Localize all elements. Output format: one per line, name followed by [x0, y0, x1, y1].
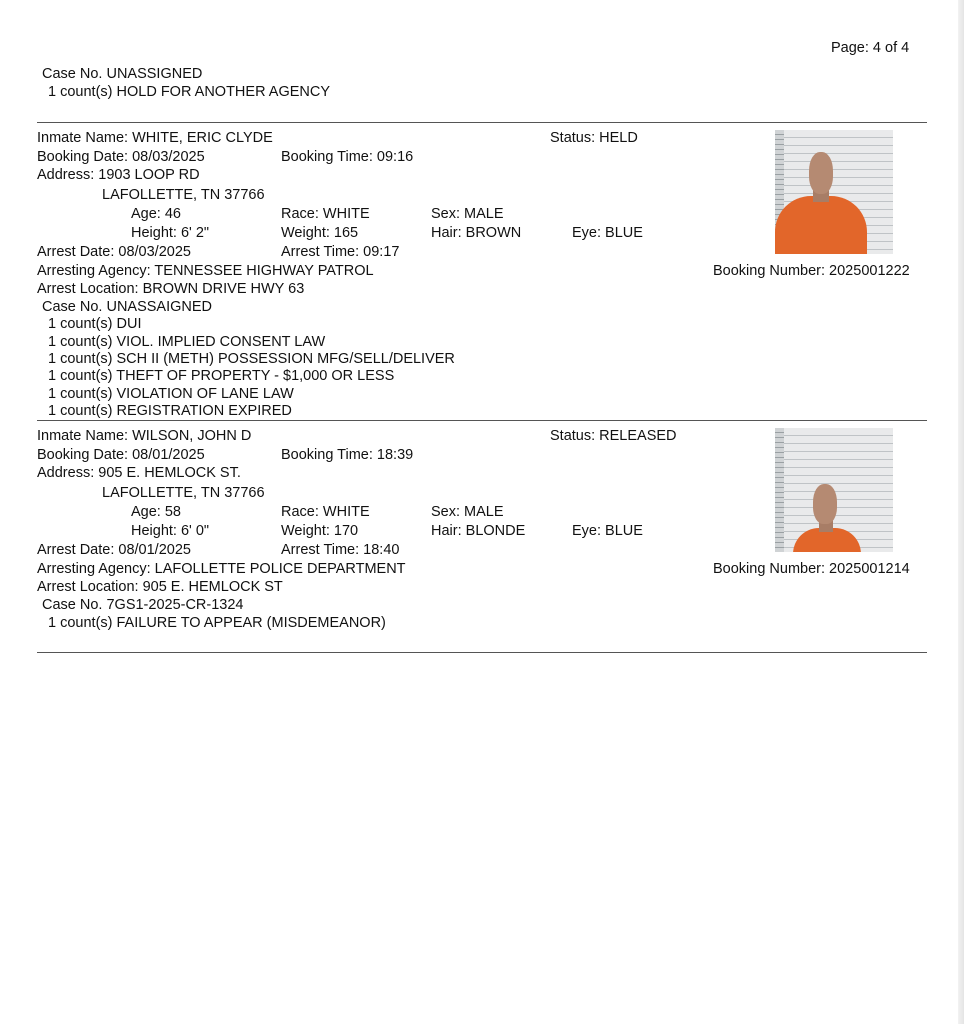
- booking-date: Booking Date: 08/01/2025: [37, 447, 205, 463]
- sex: Sex: MALE: [431, 504, 504, 520]
- age: Age: 46: [131, 206, 181, 222]
- race: Race: WHITE: [281, 206, 370, 222]
- charge-line: 1 count(s) VIOLATION OF LANE LAW: [48, 386, 294, 402]
- age: Age: 58: [131, 504, 181, 520]
- address-street: Address: 1903 LOOP RD: [37, 167, 200, 183]
- booking-time: Booking Time: 18:39: [281, 447, 414, 463]
- case-number: Case No. UNASSAIGNED: [42, 299, 213, 315]
- inmate-status: Status: RELEASED: [550, 428, 677, 444]
- arrest-date: Arrest Date: 08/03/2025: [37, 244, 191, 260]
- arrest-date: Arrest Date: 08/01/2025: [37, 542, 191, 558]
- race: Race: WHITE: [281, 504, 370, 520]
- charge-line: 1 count(s) FAILURE TO APPEAR (MISDEMEANOR): [48, 615, 386, 631]
- mugshot-photo: [775, 130, 893, 254]
- address-street: Address: 905 E. HEMLOCK ST.: [37, 465, 241, 481]
- arrest-time: Arrest Time: 18:40: [281, 542, 400, 558]
- charge-line: 1 count(s) REGISTRATION EXPIRED: [48, 403, 292, 419]
- booking-time: Booking Time: 09:16: [281, 149, 414, 165]
- height: Height: 6' 2": [131, 225, 210, 241]
- booking-date: Booking Date: 08/03/2025: [37, 149, 205, 165]
- eye-color: Eye: BLUE: [572, 523, 643, 539]
- carryover-case-number: Case No. UNASSIGNED: [42, 66, 203, 82]
- inmate-status: Status: HELD: [550, 130, 638, 146]
- charge-line: 1 count(s) DUI: [48, 316, 142, 332]
- address-city: LAFOLLETTE, TN 37766: [102, 485, 265, 501]
- page-edge-shadow: [958, 0, 964, 1024]
- inmate-name: Inmate Name: WILSON, JOHN D: [37, 428, 252, 444]
- arrest-location: Arrest Location: BROWN DRIVE HWY 63: [37, 281, 305, 297]
- arrest-location: Arrest Location: 905 E. HEMLOCK ST: [37, 579, 283, 595]
- record-divider: [37, 122, 927, 123]
- charge-line: 1 count(s) SCH II (METH) POSSESSION MFG/SELL/DELIVER: [48, 351, 455, 367]
- page-number: Page: 4 of 4: [831, 40, 910, 56]
- case-number: Case No. 7GS1-2025-CR-1324: [42, 597, 244, 613]
- inmate-name: Inmate Name: WHITE, ERIC CLYDE: [37, 130, 273, 146]
- record-divider: [37, 652, 927, 653]
- hair-color: Hair: BLONDE: [431, 523, 526, 539]
- mugshot-photo: [775, 428, 893, 552]
- booking-number: Booking Number: 2025001222: [713, 263, 910, 279]
- weight: Weight: 165: [281, 225, 359, 241]
- booking-number: Booking Number: 2025001214: [713, 561, 910, 577]
- charge-line: 1 count(s) THEFT OF PROPERTY - $1,000 OR LESS: [48, 368, 395, 384]
- carryover-charge: 1 count(s) HOLD FOR ANOTHER AGENCY: [48, 84, 331, 100]
- charge-line: 1 count(s) VIOL. IMPLIED CONSENT LAW: [48, 334, 326, 350]
- arresting-agency: Arresting Agency: LAFOLLETTE POLICE DEPARTMENT: [37, 561, 406, 577]
- record-divider: [37, 420, 927, 421]
- weight: Weight: 170: [281, 523, 359, 539]
- hair-color: Hair: BROWN: [431, 225, 522, 241]
- height: Height: 6' 0": [131, 523, 210, 539]
- address-city: LAFOLLETTE, TN 37766: [102, 187, 265, 203]
- sex: Sex: MALE: [431, 206, 504, 222]
- eye-color: Eye: BLUE: [572, 225, 643, 241]
- arresting-agency: Arresting Agency: TENNESSEE HIGHWAY PATROL: [37, 263, 374, 279]
- arrest-time: Arrest Time: 09:17: [281, 244, 400, 260]
